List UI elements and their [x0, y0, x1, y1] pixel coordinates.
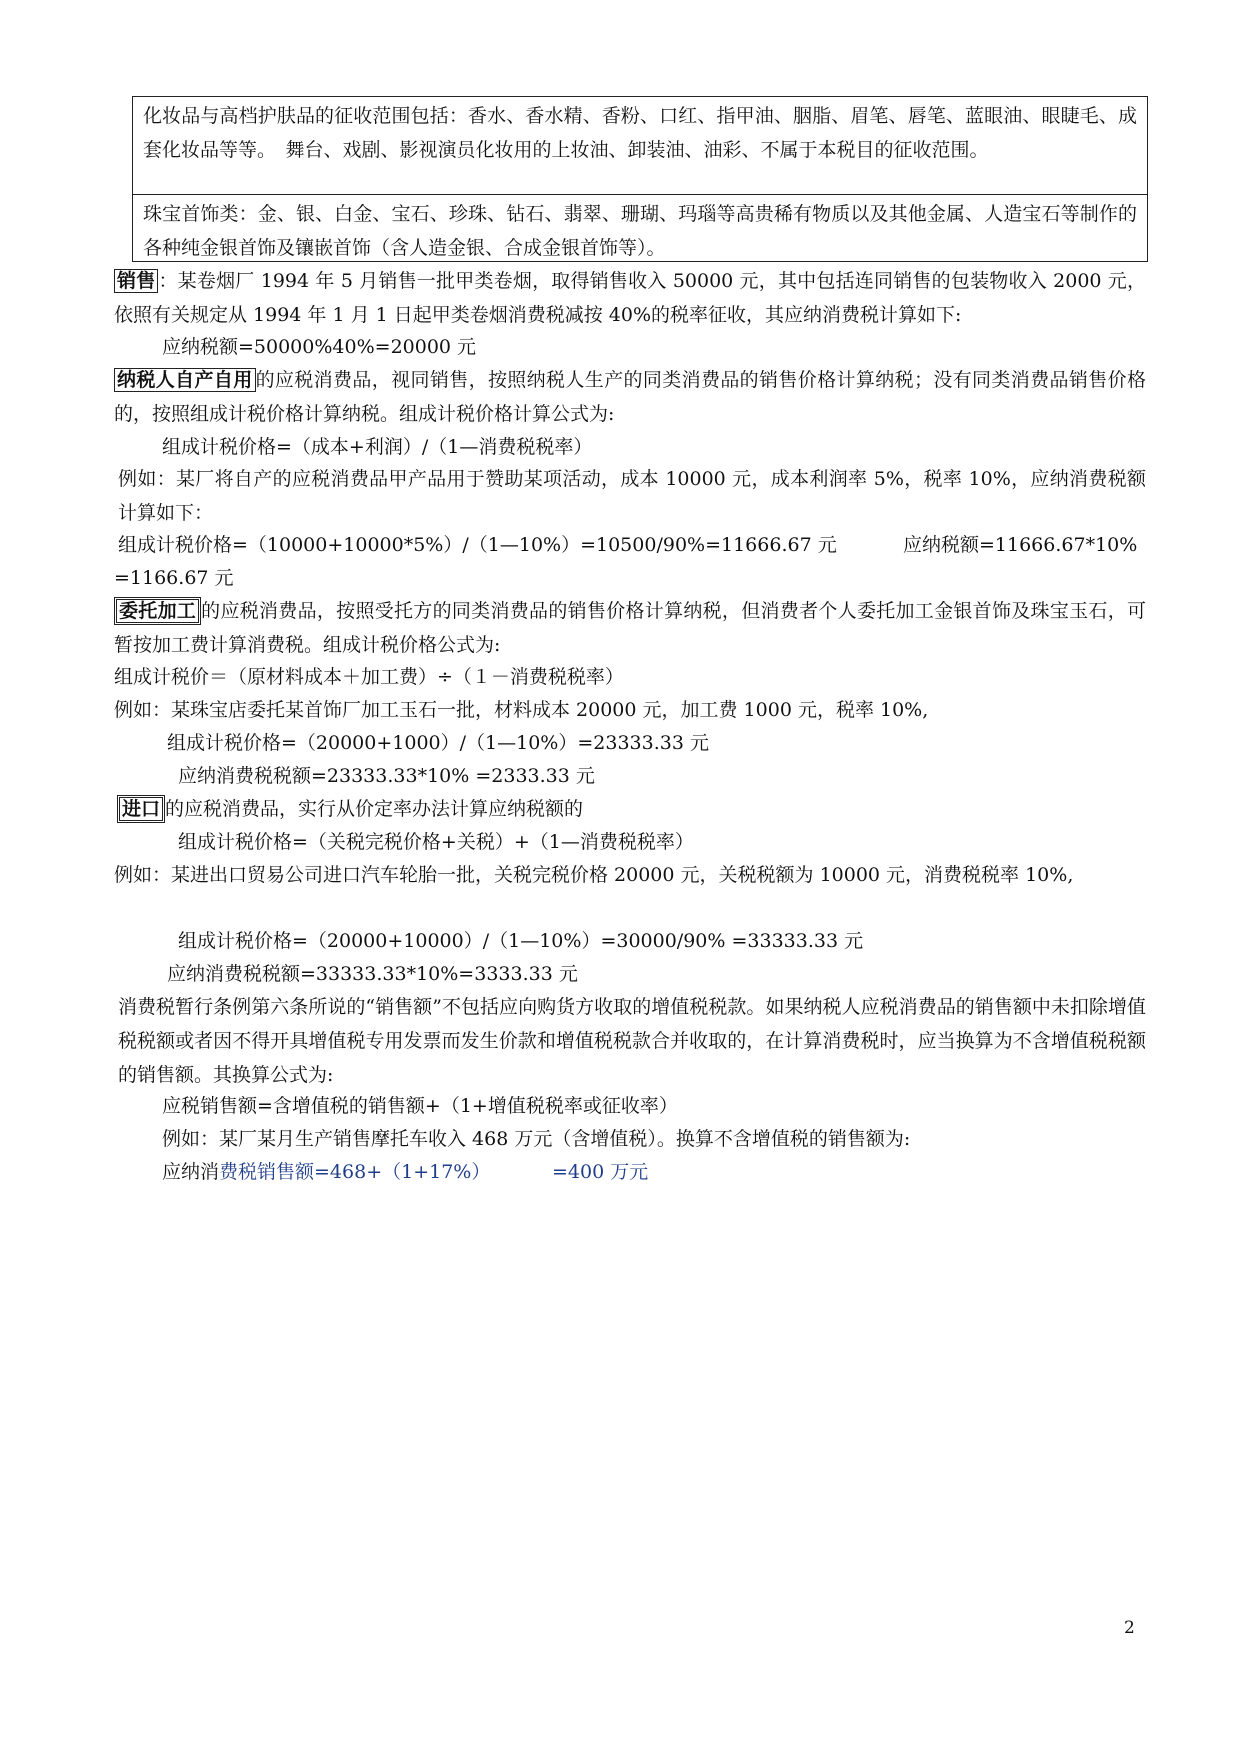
- self-use-formula: 组成计税价格=（成本+利润）/（1—消费税税率）: [162, 436, 593, 458]
- self-use-calc-price: 组成计税价格=（10000+10000*5%）/（1—10%）=10500/90%=11666.67 元: [118, 534, 837, 556]
- commission-calc-tax: 应纳消费税税额=23333.33*10% =2333.33 元: [178, 765, 595, 787]
- jewelry-scope-box: [132, 195, 1148, 262]
- vat-formula: 应税销售额=含增值税的销售额+（1+增值税税率或征收率）: [162, 1095, 678, 1117]
- commission-keyword: 委托加工: [114, 597, 201, 625]
- vat-calc-result: =400 万元: [552, 1161, 649, 1183]
- import-calc-tax: 应纳消费税税额=33333.33*10%=3333.33 元: [167, 963, 578, 985]
- sale-keyword: 销售: [114, 269, 158, 293]
- vat-calc-part-b: 费税销售额=468+（1+17%）: [219, 1161, 491, 1183]
- import-example: 例如：某进出口贸易公司进口汽车轮胎一批，关税完税价格 20000 元，关税税额为 10000 元，消费税税率 10%,: [114, 864, 1074, 886]
- self-use-keyword: 纳税人自产自用: [114, 368, 256, 392]
- self-use-text: 的应税消费品，视同销售，按照纳税人生产的同类消费品的销售价格计算纳税；没有同类消费品销售价格的，按照组成计税价格计算纳税。组成计税价格计算公式为:: [114, 369, 1146, 425]
- cosmetics-scope-box: [132, 96, 1148, 195]
- vat-calc: [162, 1155, 490, 1189]
- import-text: 的应税消费品，实行从价定率办法计算应纳税额的: [165, 798, 584, 820]
- self-use-calc-tax: 应纳税额=11666.67*10%: [903, 534, 1138, 556]
- cosmetics-scope-text: 化妆品与高档护肤品的征收范围包括：香水、香水精、香粉、口红、指甲油、胭脂、眉笔、唇笔、蓝眼油、眼睫毛、成套化妆品等等。 舞台、戏剧、影视演员化妆用的上妆油、卸装油、油彩、不属于本税目的征收范围。: [143, 105, 1137, 161]
- page-number: 2: [1124, 1618, 1135, 1638]
- self-use-paragraph: [114, 363, 1146, 431]
- sale-paragraph: [114, 264, 1146, 332]
- import-paragraph: [117, 792, 1149, 826]
- vat-calc-part-a: 应纳消: [162, 1161, 220, 1183]
- import-calc-price: 组成计税价格=（20000+10000）/（1—10%）=30000/90% =33333.33 元: [178, 930, 864, 952]
- vat-paragraph: 消费税暂行条例第六条所说的“销售额”不包括应向购货方收取的增值税税款。如果纳税人应税消费品的销售额中未扣除增值税税额或者因不得开具增值税专用发票而发生价款和增值税税款合并收取的，在计算消费税时，应当换算为不含增值税税额的销售额。其换算公式为:: [118, 996, 1146, 1086]
- commission-calc-price: 组成计税价格=（20000+1000）/（1—10%）=23333.33 元: [167, 732, 709, 754]
- commission-paragraph: [114, 594, 1146, 662]
- jewelry-scope-text: 珠宝首饰类：金、银、白金、宝石、珍珠、钻石、翡翠、珊瑚、玛瑙等高贵稀有物质以及其他金属、人造宝石等制作的各种纯金银首饰及镶嵌首饰（含人造金银、合成金银首饰等）。: [143, 203, 1137, 259]
- self-use-example: 例如：某厂将自产的应税消费品甲产品用于赞助某项活动，成本 10000 元，成本利润率 5%，税率 10%，应纳消费税额计算如下：: [118, 468, 1146, 524]
- sale-text: ：某卷烟厂 1994 年 5 月销售一批甲类卷烟，取得销售收入 50000 元，其中包括连同销售的包装物收入 2000 元，依照有关规定从 1994 年 1 月 1 日起甲类卷烟消费税减按 40%的税率征收，其应纳消费税计算如下:: [114, 270, 1146, 326]
- import-formula: 组成计税价格=（关税完税价格+关税）+（1—消费税税率）: [178, 831, 694, 853]
- self-use-calc-result: =1166.67 元: [114, 567, 234, 589]
- commission-formula: 组成计税价＝（原材料成本＋加工费）÷（１－消费税税率）: [114, 666, 624, 688]
- vat-example: 例如：某厂某月生产销售摩托车收入 468 万元（含增值税）。换算不含增值税的销售额为:: [162, 1128, 911, 1150]
- import-keyword: 进口: [117, 795, 165, 823]
- commission-text: 的应税消费品，按照受托方的同类消费品的销售价格计算纳税，但消费者个人委托加工金银首饰及珠宝玉石，可暂按加工费计算消费税。组成计税价格公式为:: [114, 600, 1146, 656]
- sale-formula: 应纳税额=50000%40%=20000 元: [162, 336, 477, 358]
- commission-example: 例如：某珠宝店委托某首饰厂加工玉石一批，材料成本 20000 元，加工费 1000 元，税率 10%,: [114, 699, 929, 721]
